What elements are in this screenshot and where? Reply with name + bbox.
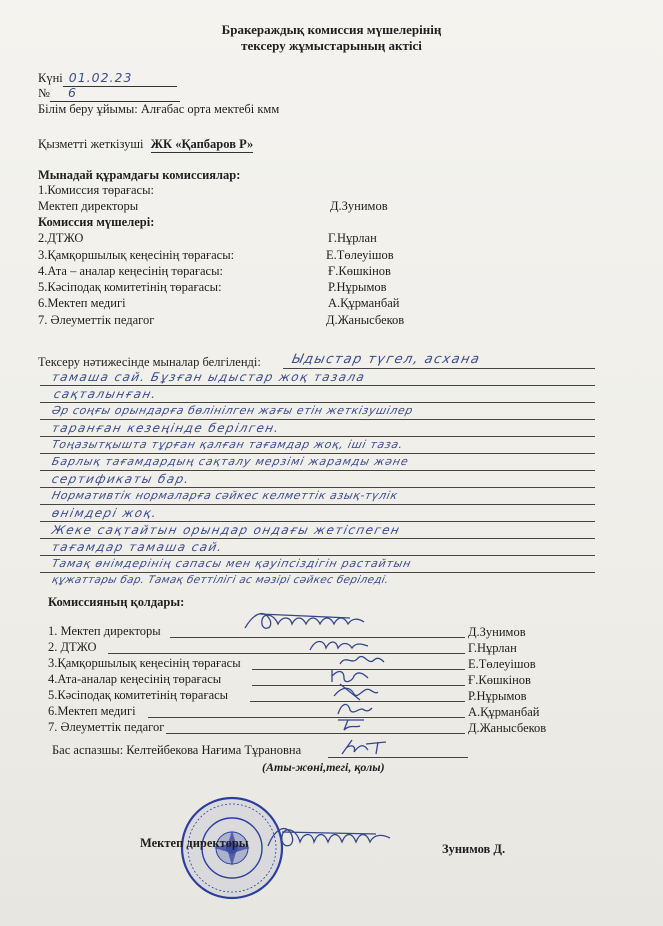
rule-line [40,402,595,403]
rule-line [283,368,595,369]
signature-name: Р.Нұрымов [468,689,527,703]
handwritten-line: Тоңазытқышта тұрған қалған тағамдар жоқ, іші таза. [50,438,405,451]
member-name: А.Құрманбай [328,296,400,310]
chair-role: Мектеп директоры [38,199,139,213]
signature-line [108,653,465,654]
handwritten-line: Тамақ өнімдерінің сапасы мен қауіпсіздігін растайтын [50,557,413,570]
members-heading: Комиссия мүшелері: [38,215,155,229]
member-name: Д.Жанысбеков [326,313,405,327]
director-final-signature [264,820,394,854]
org-label: Білім беру ұйымы: [38,102,138,116]
signature-role: 7. Әлеуметтік педагог [48,720,165,734]
cook-caption: (Аты-жөні,тегі, қолы) [262,760,385,774]
signature-name: Ғ.Көшкінов [468,673,531,687]
handwritten-line: таранған кезеңінде берілген. [50,421,282,435]
title-line-1: Бракераждық комиссия мүшелерінің [221,22,442,37]
number-value: 6 [67,85,77,100]
member-role: 2.ДТЖО [38,231,84,245]
member-name: Р.Нұрымов [328,280,387,294]
rule-line [40,470,595,471]
signature-name: Г.Нұрлан [468,641,517,655]
rule-line [40,419,595,420]
rule-line [40,436,595,437]
pedagog-signature [334,714,374,734]
signature-line [166,733,465,734]
handwritten-line: сақталынған. [52,387,159,401]
signature-line [148,717,465,718]
chair-label: 1.Комиссия төрағасы: [38,183,154,197]
union-signature [330,682,380,702]
date-value: 01.02.23 [68,70,133,85]
member-role: 3.Қамқоршылық кеңесінің төрағасы: [38,248,235,262]
cook-label: Бас аспазшы: Келтейбекова Нағима Тұрановна [52,743,302,757]
rule-line [40,538,595,539]
title-line-2: тексеру жұмыстарының актісі [241,38,422,53]
member-role: 7. Әлеуметтік педагог [38,313,155,327]
handwritten-line: өнімдері жоқ. [50,506,159,520]
rule-line [40,385,595,386]
handwritten-line: Нормативтік нормаларға сәйкес келметтік азық-түлік [50,489,400,502]
handwritten-line: тағамдар тамаша сай. [50,540,225,554]
org-value: Алғабас орта мектебі кмм [140,102,280,116]
member-name: Е.Төлеуішов [326,248,394,262]
handwritten-line: Ыдыстар түгел, асхана [290,352,482,367]
signature-name: А.Құрманбай [468,705,540,719]
director-name: Зунимов Д. [442,842,506,856]
cook-signature [338,736,398,758]
provider-row [38,137,253,153]
member-role: 5.Кәсіподақ комитетінің төрағасы: [38,280,222,294]
handwritten-line: тамаша сай. Бұзған ыдыстар жоқ тазала [50,370,367,384]
commission-heading: Мынадай құрамдағы комиссиялар: [38,168,241,182]
rule-line [40,487,595,488]
director-signature [240,606,370,636]
rule-line [40,453,595,454]
signatures-heading: Комиссияның қолдары: [48,595,185,609]
rule-line [40,521,595,522]
handwritten-line: құжаттары бар. Тамақ беттілігі ас мәзірі сәйкес беріледі. [50,574,390,586]
provider-value: ЖК «Қапбаров Р» [150,137,254,151]
rule-line [40,504,595,505]
member-name: Ғ.Көшкінов [328,264,391,278]
signature-role: 1. Мектеп директоры [48,624,161,638]
signature-role: 4.Ата-аналар кеңесінің төрағасы [48,672,222,686]
signature-role: 2. ДТЖО [48,640,97,654]
number-label: № [38,86,50,100]
rule-line [40,572,595,573]
signature-role: 5.Кәсіподақ комитетінің төрағасы [48,688,229,702]
chair-name: Д.Зунимов [330,199,388,213]
signature-role: 3.Қамқоршылық кеңесінің төрағасы [48,656,241,670]
member-name: Г.Нұрлан [328,231,377,245]
signature-role: 6.Мектеп медигі [48,704,136,718]
handwritten-line: Барлық тағамдардың сақталу мерзімі жарамды және [50,455,411,468]
provider-label: Қызметті жеткізуші [38,137,144,151]
director-label: Мектеп директоры [140,836,249,850]
findings-label: Тексеру нәтижесінде мыналар белгіленді: [38,355,261,369]
signature-name: Е.Төлеуішов [468,657,536,671]
handwritten-line: Жеке сақтайтын орындар ондағы жетіспеген [50,523,402,537]
date-label: Күні [38,71,63,85]
handwritten-line: сертификаты бар. [50,472,192,486]
member-role: 4.Ата – аналар кеңесінің төрағасы: [38,264,223,278]
signature-name: Д.Жанысбеков [468,721,547,735]
rule-line [40,555,595,556]
signature-name: Д.Зунимов [468,625,526,639]
member-role: 6.Мектеп медигі [38,296,126,310]
number-row [38,85,180,102]
org-row [38,102,279,117]
handwritten-line: Әр соңғы орындарға бөлінілген жағы етін жеткізушілер [50,404,415,417]
